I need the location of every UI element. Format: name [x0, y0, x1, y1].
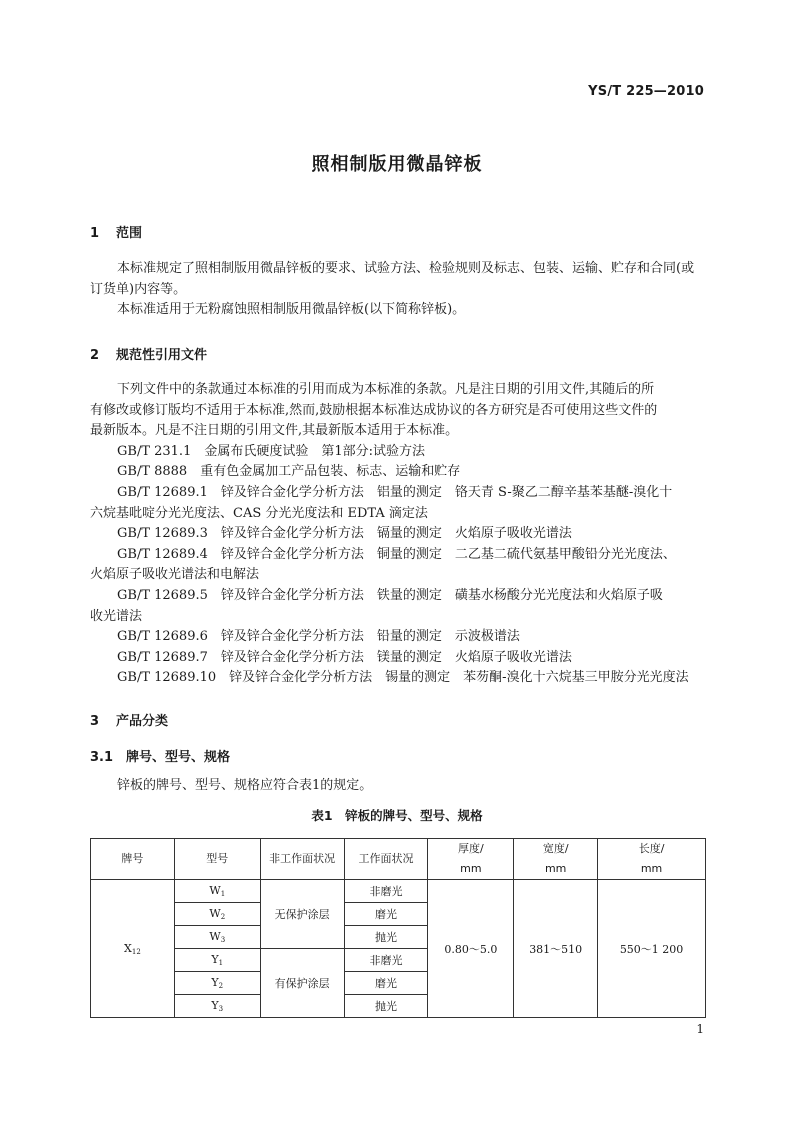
- reference-code: GB/T 12689.3: [117, 526, 208, 542]
- non-working-cell: 有保护涂层: [260, 949, 344, 1018]
- reference-continuation: 收光谱法: [90, 608, 143, 624]
- standard-number: YS/T 225—2010: [588, 84, 704, 99]
- reference-entry: [90, 442, 706, 463]
- subsection-number: 3.1: [90, 750, 114, 765]
- model-cell: [174, 880, 260, 903]
- working-cell: 非磨光: [344, 949, 428, 972]
- reference-entry: [90, 545, 706, 566]
- classification-text: 锌板的牌号、型号、规格应符合表1的规定。: [117, 778, 373, 793]
- header-working-surface: 工作面状况: [344, 839, 428, 880]
- model-base: W: [209, 884, 221, 897]
- page-number: 1: [696, 1022, 704, 1036]
- header-grade: 牌号: [91, 839, 175, 880]
- reference-code: GB/T 12689.5: [117, 588, 208, 603]
- grade-cell: [91, 880, 175, 1018]
- reference-title: 锌及锌合金化学分析方法 铝量的测定 铬天青 S-聚乙二醇辛基苯基醚-溴化十: [220, 485, 673, 500]
- reference-entry: [90, 462, 706, 483]
- model-base: W: [209, 907, 221, 920]
- reference-title: 锌及锌合金化学分析方法 铜量的测定 二乙基二硫代氨基甲酸铅分光光度法、: [220, 546, 676, 562]
- header-length: [598, 839, 706, 880]
- width-cell: 381～510: [514, 880, 598, 1018]
- reference-code: GB/T 12689.1: [117, 485, 208, 500]
- subsection-3-1-heading: [90, 746, 230, 765]
- model-cell: [174, 949, 260, 972]
- reference-entry: [90, 648, 706, 669]
- table-caption: 表1 锌板的牌号、型号、规格: [311, 808, 483, 823]
- reference-title: 金属布氏硬度试验 第1部分:试验方法: [204, 443, 426, 459]
- header-unit: mm: [640, 862, 663, 875]
- reference-title: 重有色金属加工产品包装、标志、运输和贮存: [200, 464, 461, 480]
- header-width: [514, 839, 598, 880]
- working-cell: 非磨光: [344, 880, 428, 903]
- scope-paragraph-line: 本标准规定了照相制版用微晶锌板的要求、试验方法、检验规则及标志、包装、运输、贮存和合同(或: [117, 261, 695, 276]
- section-1-heading: [90, 222, 142, 241]
- model-subscript: 2: [220, 913, 226, 921]
- table-row: [91, 880, 706, 903]
- model-cell: [174, 903, 260, 926]
- scope-paragraph-line: 订货单)内容等。: [90, 281, 187, 297]
- grade-base: X: [124, 941, 132, 955]
- model-cell: [174, 926, 260, 949]
- reference-code: GB/T 8888: [117, 464, 188, 480]
- section-3-heading: [90, 710, 168, 729]
- reference-continuation: 六烷基吡啶分光光度法、CAS 分光光度法和 EDTA 滴定法: [90, 505, 428, 521]
- header-thickness: [428, 839, 514, 880]
- section-2-heading: [90, 344, 207, 363]
- scope-paragraph-2: 本标准适用于无粉腐蚀照相制版用微晶锌板(以下简称锌板)。: [117, 302, 466, 318]
- working-cell: 磨光: [344, 972, 428, 995]
- section-number: 3: [90, 714, 100, 729]
- header-model: 型号: [174, 839, 260, 880]
- reference-title: 锌及锌合金化学分析方法 铅量的测定 示波极谱法: [220, 629, 520, 645]
- normative-intro-line: 最新版本。凡是不注日期的引用文件,其最新版本适用于本标准。: [90, 423, 459, 439]
- normative-intro-line: 有修改或修订版均不适用于本标准,然而,鼓励根据本标准达成协议的各方研究是否可使用这些文件的: [90, 402, 658, 418]
- header-thickness-label: 厚度/: [457, 842, 484, 855]
- model-subscript: 1: [220, 890, 226, 898]
- header-width-label: 宽度/: [542, 842, 569, 855]
- document-title: 照相制版用微晶锌板: [311, 154, 483, 175]
- reference-entry: [90, 586, 706, 607]
- working-cell: 磨光: [344, 903, 428, 926]
- model-subscript: 3: [218, 1005, 224, 1013]
- thickness-cell: 0.80～5.0: [428, 880, 514, 1018]
- model-base: W: [209, 930, 221, 943]
- reference-continuation: 火焰原子吸收光谱法和电解法: [90, 567, 260, 583]
- normative-intro-line: 下列文件中的条款通过本标准的引用而成为本标准的条款。凡是注日期的引用文件,其随后的所: [117, 382, 655, 397]
- model-base: Y: [211, 976, 219, 989]
- header-unit: mm: [460, 862, 482, 875]
- reference-title: 锌及锌合金化学分析方法 锡量的测定 苯芴酮-溴化十六烷基三甲胺分光光度法: [229, 670, 689, 686]
- non-working-cell: 无保护涂层: [260, 880, 344, 949]
- reference-code: GB/T 12689.7: [117, 649, 208, 665]
- model-cell: [174, 995, 260, 1018]
- reference-entry: [90, 483, 706, 504]
- model-subscript: 1: [218, 959, 224, 967]
- header-non-working-surface: 非工作面状况: [260, 839, 344, 880]
- reference-code: GB/T 12689.4: [117, 546, 208, 562]
- reference-title: 锌及锌合金化学分析方法 镉量的测定 火焰原子吸收光谱法: [220, 526, 572, 542]
- header-length-label: 长度/: [638, 842, 665, 855]
- table-header-row: [91, 839, 706, 880]
- working-cell: 抛光: [344, 926, 428, 949]
- length-cell: 550～1 200: [598, 880, 706, 1018]
- reference-code: GB/T 12689.6: [117, 629, 208, 645]
- reference-code: GB/T 231.1: [117, 443, 192, 459]
- reference-entry: [90, 668, 706, 689]
- section-number: 1: [90, 226, 100, 241]
- reference-code: GB/T 12689.10: [117, 670, 217, 686]
- section-title: 产品分类: [116, 714, 169, 729]
- reference-entry: [90, 524, 706, 545]
- grade-subscript: 12: [131, 947, 141, 956]
- model-base: Y: [211, 953, 219, 966]
- working-cell: 抛光: [344, 995, 428, 1018]
- section-title: 规范性引用文件: [116, 348, 208, 363]
- model-subscript: 3: [220, 936, 226, 944]
- section-number: 2: [90, 348, 100, 363]
- model-subscript: 2: [218, 982, 224, 990]
- reference-title: 锌及锌合金化学分析方法 铁量的测定 磺基水杨酸分光光度法和火焰原子吸: [220, 588, 663, 603]
- model-cell: [174, 972, 260, 995]
- model-base: Y: [211, 999, 219, 1012]
- header-unit: mm: [544, 862, 567, 875]
- section-title: 范围: [116, 226, 143, 241]
- spec-table: [90, 838, 706, 1018]
- reference-entry: [90, 627, 706, 648]
- reference-title: 锌及锌合金化学分析方法 镁量的测定 火焰原子吸收光谱法: [220, 649, 572, 665]
- subsection-title: 牌号、型号、规格: [126, 750, 231, 765]
